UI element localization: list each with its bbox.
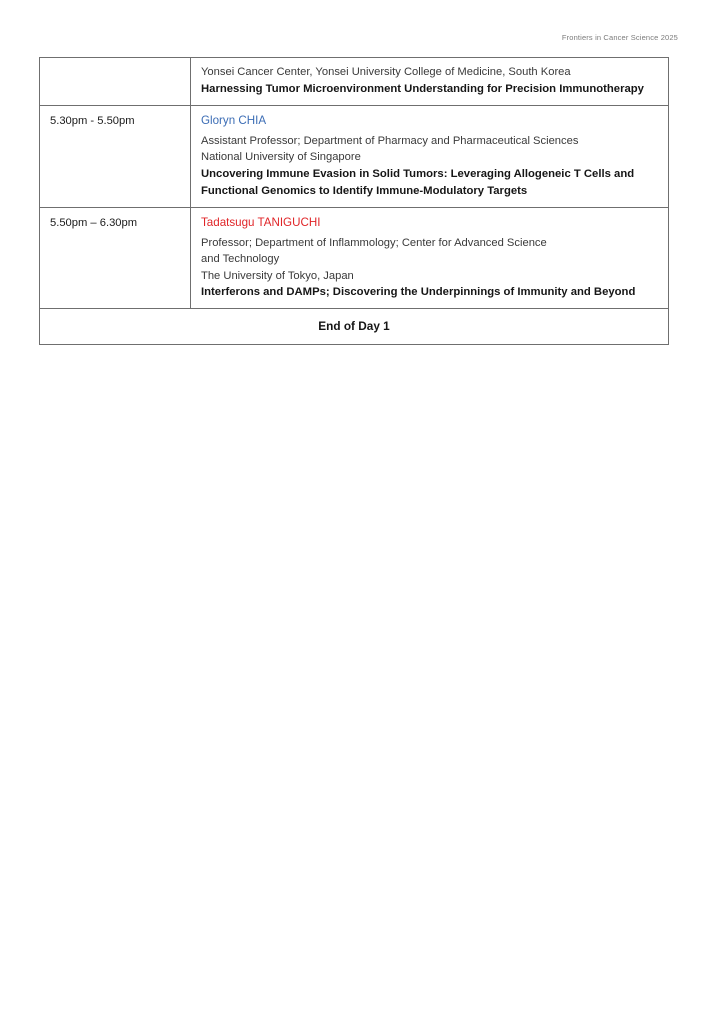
table-row (40, 105, 669, 207)
affiliation-line: Yonsei Cancer Center, Yonsei University College of Medicine, South Korea (201, 66, 571, 78)
speaker-name: Gloryn CHIA (201, 113, 267, 127)
table-row-end-of-day (40, 309, 669, 345)
table-row (40, 58, 669, 106)
time-cell (40, 58, 191, 106)
affiliation-line: The University of Tokyo, Japan (201, 269, 354, 282)
affiliation-line: National University of Singapore (201, 151, 361, 163)
affiliation-line: and Technology (201, 253, 280, 265)
end-of-day-label: End of Day 1 (318, 319, 390, 333)
session-cell (191, 58, 669, 106)
affiliation-line: Professor; Department of Inflammology; Center for Advanced Science (201, 236, 547, 249)
session-cell (191, 105, 669, 207)
time-label: 5.50pm – 6.30pm (50, 216, 138, 229)
session-cell (191, 207, 669, 309)
time-label: 5.30pm - 5.50pm (50, 114, 135, 127)
affiliation-line: Assistant Professor; Department of Pharmacy and Pharmaceutical Sciences (201, 134, 579, 147)
table-row (40, 207, 669, 309)
time-cell (40, 105, 191, 207)
end-of-day-cell (40, 309, 669, 345)
running-header: Frontiers in Cancer Science 2025 (561, 33, 678, 42)
time-label (40, 58, 190, 72)
talk-title: Interferons and DAMPs; Discovering the Underpinnings of Immunity and Beyond (201, 286, 636, 298)
talk-title: Harnessing Tumor Microenvironment Understanding for Precision Immunotherapy (201, 82, 644, 95)
agenda-table (39, 57, 669, 345)
speaker-name: Tadatsugu TANIGUCHI (201, 215, 321, 229)
time-cell (40, 207, 191, 309)
talk-title: Uncovering Immune Evasion in Solid Tumors: Leveraging Allogeneic T Cells and Functional Genomics to Identify Immune-Modulatory Targets (201, 167, 635, 197)
